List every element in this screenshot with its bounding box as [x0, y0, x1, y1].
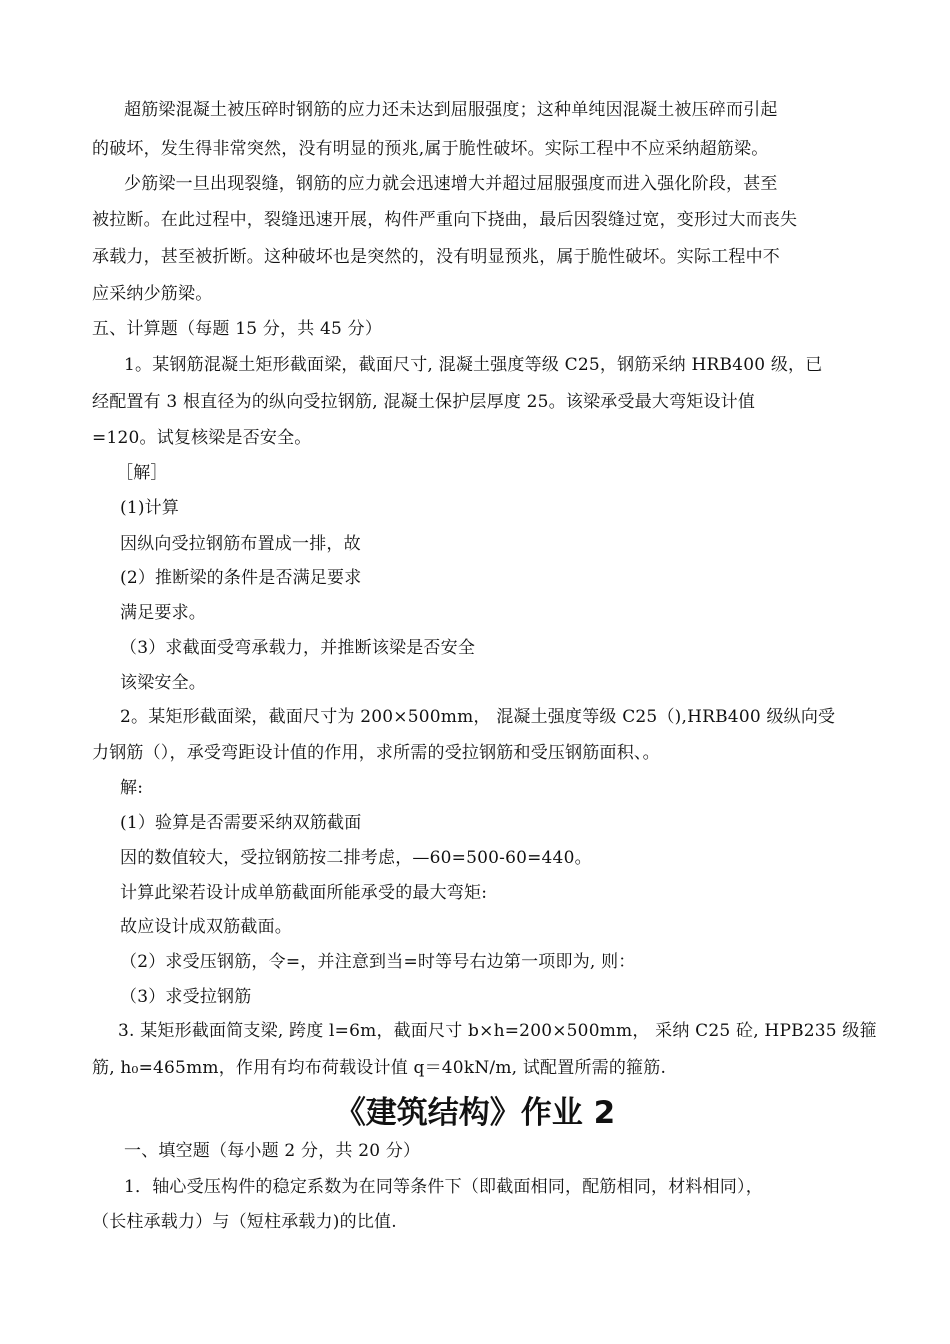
paragraph-line: 1．轴心受压构件的稳定系数为在同等条件下（即截面相同，配筋相同，材料相同）， [124, 1177, 763, 1197]
paragraph-line: 计算此梁若设计成单筋截面所能承受的最大弯矩: [120, 883, 488, 903]
paragraph-line: 故应设计成双筋截面。 [120, 917, 292, 937]
paragraph-line: 该梁安全。 [120, 673, 206, 693]
paragraph-line: （2）求受压钢筋，令=，并注意到当=时等号右边第一项即为, 则： [120, 952, 636, 972]
paragraph-line: 超筋梁混凝土被压碎时钢筋的应力还未达到屈服强度；这种单纯因混凝土被压碎而引起 [124, 100, 778, 120]
paragraph-line: =120。试复核梁是否安全。 [92, 428, 312, 448]
paragraph-line: 力钢筋（），承受弯距设计值的作用，求所需的受拉钢筋和受压钢筋面积、。 [92, 743, 660, 763]
paragraph-line: （3）求截面受弯承载力，并推断该梁是否安全 [120, 638, 476, 658]
paragraph-line: 3. 某矩形截面简支梁, 跨度 l=6m，截面尺寸 b×h=200×500mm， 采纳 C25 砼, HPB235 级箍 [118, 1021, 877, 1041]
paragraph-line: (1）验算是否需要采纳双筋截面 [120, 813, 362, 833]
paragraph-line: 应采纳少筋梁。 [92, 284, 213, 304]
paragraph-line: （长柱承载力）与（短柱承载力)的比值. [92, 1212, 397, 1232]
paragraph-line: （3）求受拉钢筋 [120, 987, 252, 1007]
paragraph-line: 2。某矩形截面梁，截面尺寸为 200×500mm， 混凝土强度等级 C25（),HRB400 级纵向受 [120, 707, 836, 727]
paragraph-line: (2）推断梁的条件是否满足要求 [120, 568, 362, 588]
section-heading: 一、填空题（每小题 2 分，共 20 分） [124, 1141, 421, 1161]
paragraph-line: 1。某钢筋混凝土矩形截面梁，截面尺寸, 混凝土强度等级 C25，钢筋采纳 HRB400 级，已 [124, 355, 823, 375]
paragraph-line: 被拉断。在此过程中，裂缝迅速开展，构件严重向下挠曲，最后因裂缝过宽，变形过大而丧失 [92, 210, 798, 230]
paragraph-line: 因纵向受拉钢筋布置成一排，故 [120, 534, 361, 554]
paragraph-line: 的破坏，发生得非常突然，没有明显的预兆,属于脆性破坏。实际工程中不应采纳超筋梁。 [92, 139, 769, 159]
paragraph-line: 经配置有 3 根直径为的纵向受拉钢筋, 混凝土保护层厚度 25。该梁承受最大弯矩设计值 [92, 392, 756, 412]
paragraph-line: 因的数值较大，受拉钢筋按二排考虑，—60=500-60=440。 [120, 848, 592, 868]
paragraph-line: 筋, h₀=465mm，作用有均布荷载设计值 q＝40kN/m, 试配置所需的箍筋. [92, 1058, 667, 1078]
paragraph-line: ［解］ [116, 463, 168, 483]
paragraph-line: 承载力，甚至被折断。这种破坏也是突然的，没有明显预兆，属于脆性破坏。实际工程中不 [92, 247, 780, 267]
page-title: 《建筑结构》作业 2 [334, 1095, 616, 1131]
section-heading: 五、计算题（每题 15 分，共 45 分） [92, 319, 383, 339]
paragraph-line: (1)计算 [120, 498, 180, 518]
paragraph-line: 满足要求。 [120, 603, 206, 623]
paragraph-line: 解: [120, 778, 144, 798]
paragraph-line: 少筋梁一旦出现裂缝，钢筋的应力就会迅速增大并超过屈服强度而进入强化阶段，甚至 [124, 174, 778, 194]
